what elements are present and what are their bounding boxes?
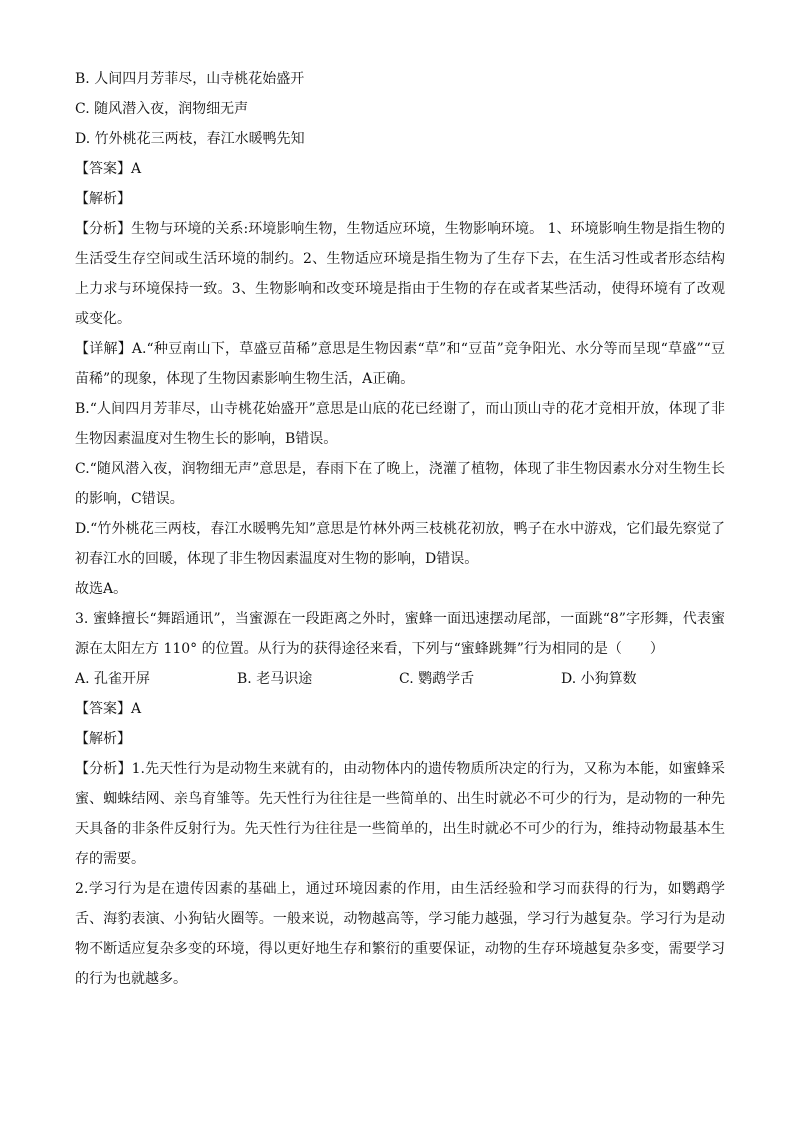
q2-option-d: D. 竹外桃花三两枝，春江水暖鸭先知: [75, 131, 305, 147]
q3-explanation-label: 【解析】: [75, 731, 131, 747]
q3-option-b: B. 老马识途: [237, 671, 313, 687]
q2-detail-d: D.“竹外桃花三两枝，春江水暖鸭先知”意思是竹林外两三枝桃花初放，鸭子在水中游戏，它们最先察觉了初春江水的回暖，体现了非生物因素温度对生物的影响，D错误。: [75, 521, 725, 567]
q3-stem: 3. 蜜蜂擅长“舞蹈通讯”，当蜜源在一段距离之外时，蜜蜂一面迅速摆动尾部，一面跳“8”字形舞，代表蜜源在太阳左方 110° 的位置。从行为的获得途径来看，下列与“蜜蜂跳舞”行为相同的是（ ）: [75, 611, 725, 657]
q2-detail-c: C.“随风潜入夜，润物细无声”意思是，春雨下在了晚上，浇灌了植物，体现了非生物因素水分对生物生长的影响，C错误。: [75, 461, 725, 507]
q2-option-c: C. 随风潜入夜，润物细无声: [75, 101, 249, 117]
q2-analysis: 【分析】生物与环境的关系:环境影响生物，生物适应环境，生物影响环境。 1、环境影响生物是指生物的生活受生存空间或生活环境的制约。2、生物适应环境是指生物为了生存下去，在生活习性或者形态结构上力求与环境保持一致。3、生物影响和改变环境是指由于生物的存在或者某些活动，使得环境有了改观或变化。: [75, 221, 725, 327]
q2-answer: 【答案】A: [75, 161, 142, 177]
q3-analysis-innate: 【分析】1.先天性行为是动物生来就有的，由动物体内的遗传物质所决定的行为，又称为本能，如蜜蜂采蜜、蜘蛛结网、亲鸟育雏等。先天性行为往往是一些简单的、出生时就必不可少的行为，是动物的一种先天具备的非条件反射行为。先天性行为往往是一些简单的，出生时就必不可少的行为，维持动物最基本生存的需要。: [75, 761, 725, 867]
q3-option-d: D. 小狗算数: [561, 671, 637, 687]
q3-option-a: A. 孔雀开屏: [75, 671, 151, 687]
q2-detail-a: 【详解】A.“种豆南山下，草盛豆苗稀”意思是生物因素“草”和“豆苗”竞争阳光、水分等而呈现“草盛”“豆苗稀”的现象，体现了生物因素影响生物生活，A正确。: [75, 341, 725, 387]
q2-option-b: B. 人间四月芳菲尽，山寺桃花始盛开: [75, 71, 305, 87]
q3-options: [75, 664, 725, 694]
q3-answer: 【答案】A: [75, 701, 142, 717]
document-body: [75, 64, 725, 994]
q3-option-c: C. 鹦鹉学舌: [399, 671, 475, 687]
q2-explanation-label: 【解析】: [75, 191, 131, 207]
q3-analysis-learned: 2.学习行为是在遗传因素的基础上，通过环境因素的作用，由生活经验和学习而获得的行为，如鹦鹉学舌、海豹表演、小狗钻火圈等。一般来说，动物越高等，学习能力越强，学习行为越复杂。学习行为是动物不断适应复杂多变的环境，得以更好地生存和繁衍的重要保证，动物的生存环境越复杂多变，需要学习的行为也就越多。: [75, 881, 725, 987]
q2-choose: 故选A。: [75, 581, 128, 597]
q2-detail-b: B.“人间四月芳菲尽，山寺桃花始盛开”意思是山底的花已经谢了，而山顶山寺的花才竞相开放，体现了非生物因素温度对生物生长的影响，B错误。: [75, 401, 725, 447]
